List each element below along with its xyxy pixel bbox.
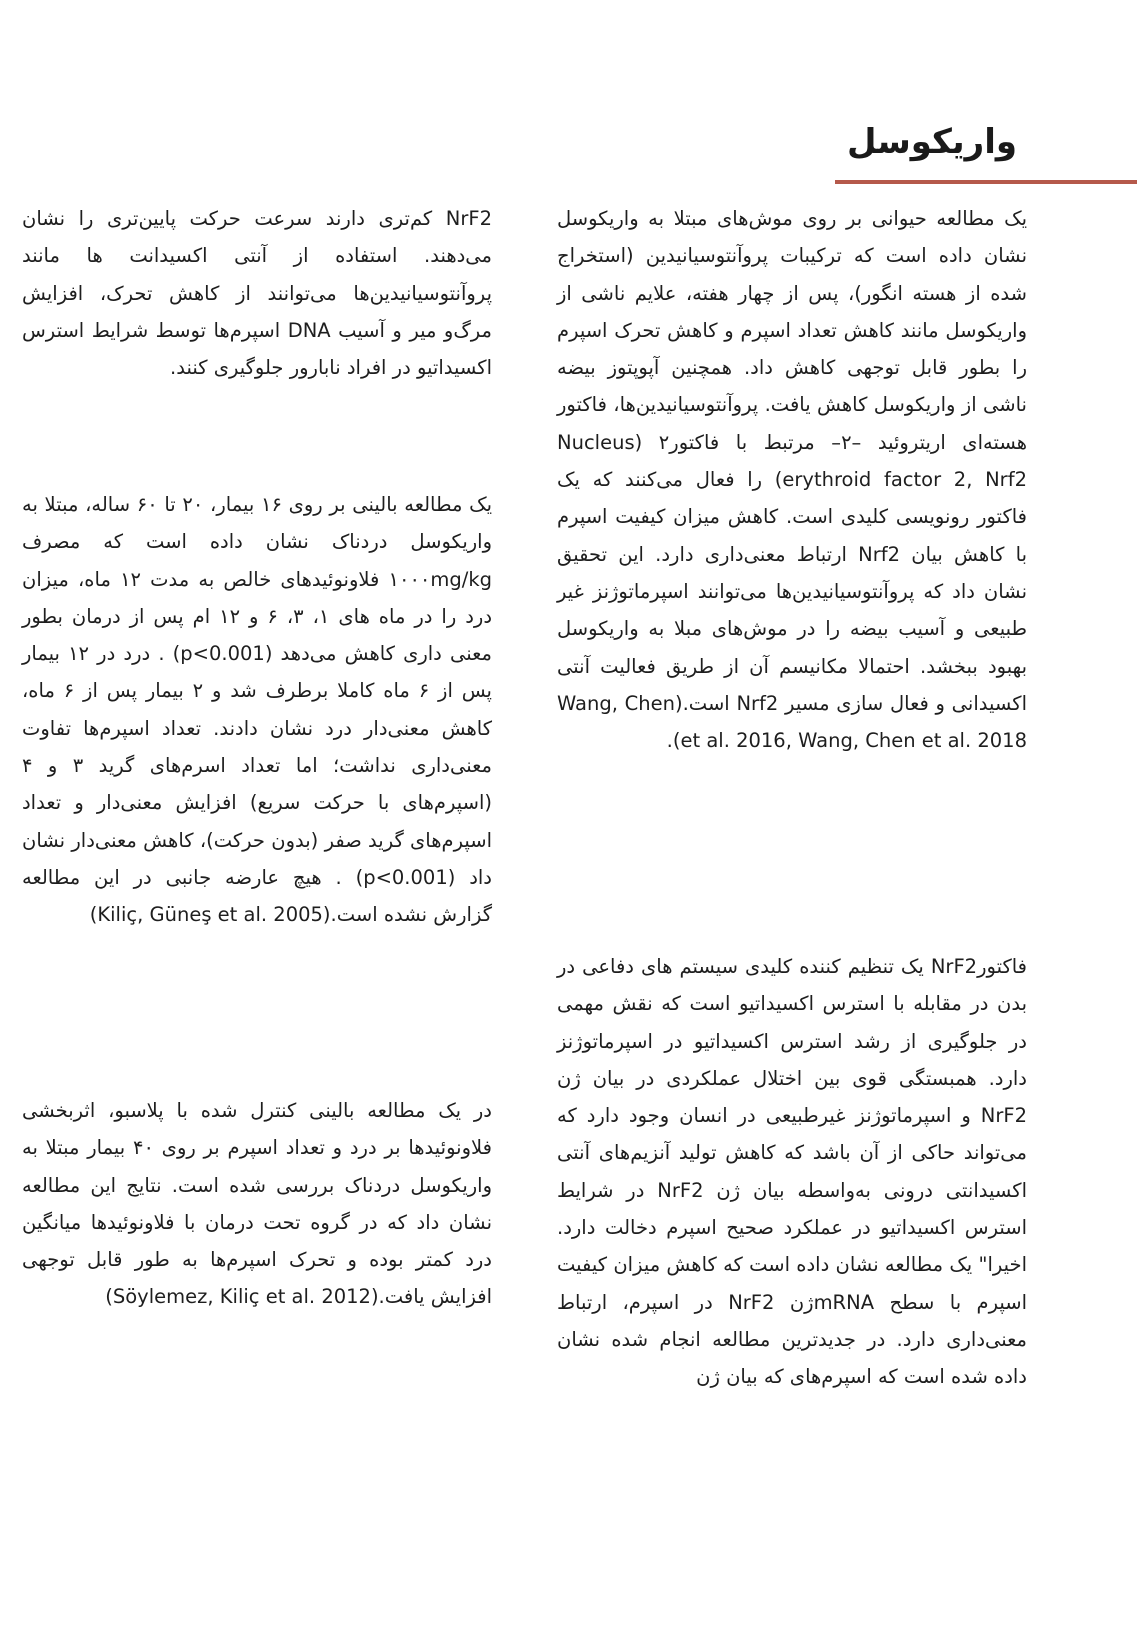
paragraph-animal-study: یک مطالعه حیوانی بر روی موش‌های مبتلا به واریکوسل نشان داده است که ترکیبات پروآنتوسیانیدین (استخراج شده از هسته انگور)، پس از چهار هفته، علایم ناشی از واریکوسل مانند کاهش تعداد اسپرم و کاهش تحرک اسپرم را بطور قابل توجهی کاهش داد. همچنین آپوپتوز بیضه ناشی از واریکوسل کاهش یافت. پروآنتوسیانیدین‌ها، فاکتور هسته‌ای اریتروئید –۲– مرتبط با فاکتور۲ (Nucleus erythroid factor 2, Nrf2) را فعال می‌کنند که یک فاکتور رونویسی کلیدی است. کاهش میزان کیفیت اسپرم با کاهش بیان Nrf2 ارتباط معنی‌داری دارد. این تحقیق نشان داد که پروآنتوسیانیدین‌ها می‌توانند اسپرماتوژنز غیر طبیعی و آسیب بیضه را در موش‌های مبلا به واریکوسل بهبود ببخشد. احتمالا مکانیسم آن از طریق فعالیت آنتی اکسیدانی و فعال سازی مسیر Nrf2 است.(Wang, Chen et al. 2016, Wang, Chen et al. 2018).: [557, 207, 1028, 753]
left-column-placebo-study: [22, 1092, 492, 1316]
left-column-clinical-study: [22, 486, 492, 934]
right-column-second: [557, 948, 1027, 1396]
right-column: [557, 200, 1027, 759]
paragraph-antioxidants: NrF2 کم‌تری دارند سرعت حرکت پایین‌تری را نشان می‌دهند. استفاده از آنتی اکسیدانت ها مانند پروآنتوسیانیدین‌ها می‌توانند از کاهش تحرک، افزایش مرگ‌و میر و آسیب DNA اسپرم‌ها توسط شرایط استرس اکسیداتیو در افراد نابارور جلوگیری کنند.: [22, 207, 492, 380]
section-title: واریکوسل: [847, 122, 1017, 162]
left-column: [22, 200, 492, 386]
paragraph-nrf2-regulator: فاکتورNrF2 یک تنظیم کننده کلیدی سیستم های دفاعی در بدن در مقابله با استرس اکسیداتیو است که نقش مهمی در جلوگیری از رشد استرس اکسیداتیو در اسپرماتوژنز دارد. همبستگی قوی بین اختلال عملکردی در بیان ژن NrF2 و اسپرماتوژنز غیرطبیعی در انسان وجود دارد که می‌تواند حاکی از آن باشد که کاهش تولید آنزیم‌های آنتی اکسیدانتی درونی به‌واسطه بیان ژن NrF2 در شرایط استرس اکسیداتیو در عملکرد صحیح اسپرم دخالت دارد. اخیرا" یک مطالعه نشان داده است که کاهش میزان کیفیت اسپرم با سطح mRNAژن NrF2 در اسپرم، ارتباط معنی‌داری دارد. در جدیدترین مطالعه انجام شده نشان داده شده است که اسپرم‌های که بیان ژن: [557, 955, 1027, 1389]
paragraph-placebo-controlled-study: در یک مطالعه بالینی کنترل شده با پلاسبو، اثربخشی فلاونوئیدها بر درد و تعداد اسپرم بر روی ۴۰ بیمار مبتلا به واریکوسل دردناک بررسی شده است. نتایج این مطالعه نشان داد که در گروه تحت درمان با فلاونوئیدها میانگین درد کمتر بوده و تحرک اسپرم‌ها به طور قابل توجهی افزایش یافت.(Söylemez, Kiliç et al. 2012): [22, 1099, 492, 1309]
title-underline-rule: [835, 180, 1137, 184]
paragraph-clinical-study-16-patients: یک مطالعه بالینی بر روی ۱۶ بیمار، ۲۰ تا ۶۰ ساله، مبتلا به واریکوسل دردناک نشان داده است که مصرف ۱۰۰۰mg/kg فلاونوئیدهای خالص به مدت ۱۲ ماه، میزان درد را در ماه های ۱، ۳، ۶ و ۱۲ ام پس از درمان بطور معنی داری کاهش می‌دهد (p<0.001) . درد در ۱۲ بیمار پس از ۶ ماه کاملا برطرف شد و ۲ بیمار پس از ۶ ماه، کاهش معنی‌دار درد نشان دادند. تعداد اسپرم‌ها تفاوت معنی‌داری نداشت؛ اما تعداد اسرم‌های گرید ۳ و ۴ (اسپرم‌های با حرکت سریع) افزایش معنی‌دار و تعداد اسپرم‌های گرید صفر (بدون حرکت)، کاهش معنی‌دار نشان داد (p<0.001) . هیچ عارضه جانبی در این مطالعه گزارش نشده است.(Kiliç, Güneş et al. 2005): [22, 493, 493, 927]
